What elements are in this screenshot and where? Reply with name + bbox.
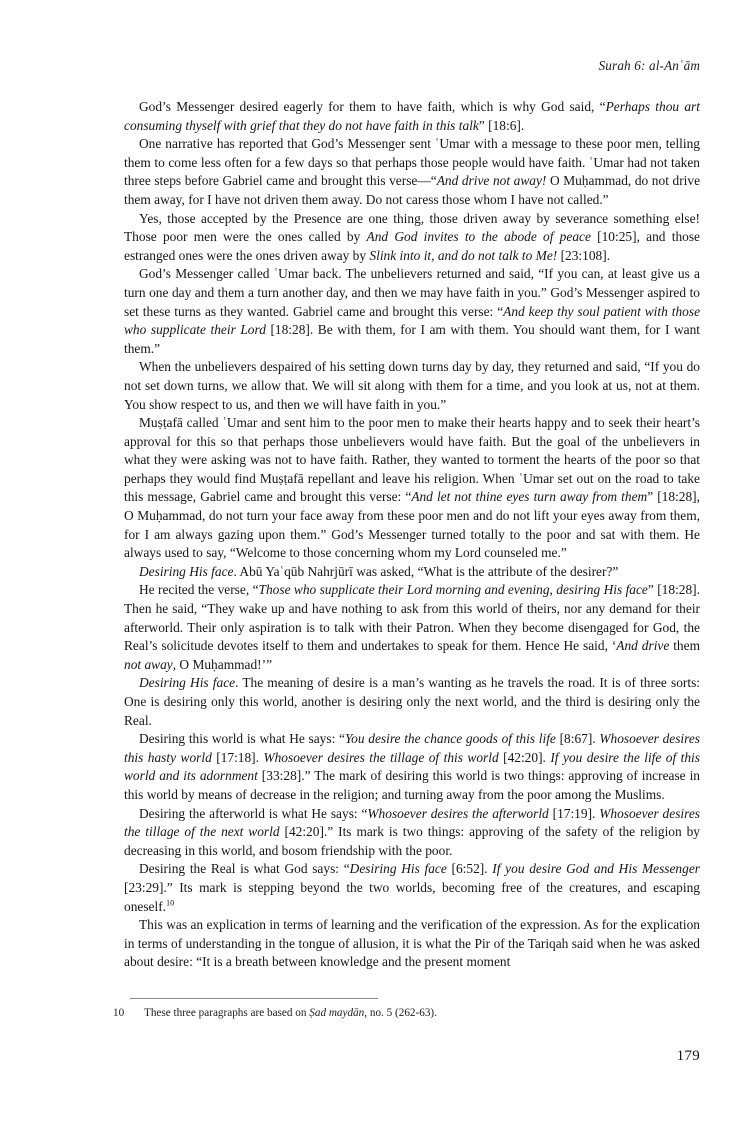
page-number: 179 (676, 1048, 700, 1064)
body-paragraph: This was an explication in terms of learning and the verification of the expression. As for the explication in terms of understanding in the tongue of allusion, it is what the Pir of the Tariqah said when he was asked about desire: “It is a breath between knowledge and the present moment (124, 917, 700, 970)
body-text-block (124, 98, 700, 972)
body-paragraph: He recited the verse, “Those who supplicate their Lord morning and evening, desiring His face” [18:28]. Then he said, “They wake up and have nothing to ask from this world of theirs, nor any demand for their afterworld. Their only aspiration is to talk with their Patron. When they become disengaged for God, the Real’s solicitude devotes itself to them and undertakes to speak for them. Hence He said, ‘And drive them not away, O Muḥammad!’” (124, 582, 700, 672)
running-head: Surah 6: al-Anʿām (598, 58, 700, 73)
body-paragraph: Yes, those accepted by the Presence are one thing, those driven away by severance something else! Those poor men were the ones called by And God invites to the abode of peace [10:25], and those estranged ones were the ones driven away by Slink into it, and do not talk to Me! [23:108]. (124, 210, 700, 263)
body-paragraph: God’s Messenger called ʿUmar back. The unbelievers returned and said, “If you can, at least give us a turn one day and them a turn another day, and then we may have faith in you.” God’s Messenger aspired to set these turns as they wanted. Gabriel came and brought this verse: “And keep thy soul patient with those who supplicate their Lord [18:28]. Be with them, for I am with them. You should want them, for I want them.” (124, 266, 701, 356)
footnote-entry (113, 1006, 703, 1021)
body-paragraph: God’s Messenger desired eagerly for them to have faith, which is why God said, “Perhaps thou art consuming thyself with grief that they do not have faith in this talk” [18:6]. (124, 99, 700, 133)
footnote-number: 10 (113, 1007, 125, 1019)
body-paragraph: Desiring His face. The meaning of desire is a man’s wanting as he travels the road. It is of three sorts: One is desiring only this world, another is desiring only the next world, and the third is desiring only the Real. (124, 675, 700, 728)
body-paragraph: When the unbelievers despaired of his setting down turns day by day, they returned and said, “If you do not set down turns, we allow that. We will sit along with them for a time, and you look at us, not at them. You show respect to us, and then we will have faith in you.” (124, 359, 700, 412)
body-paragraph: Desiring this world is what He says: “You desire the chance goods of this life [8:67]. Whosoever desires this hasty world [17:18]. Whosoever desires the tillage of this world [42:20]. If you desire the life of this world and its adornment [33:28].” The mark of desiring this world is two things: approving of increase in this world by means of decrease in the religion; and turning away from the poor among the Muslims. (124, 731, 701, 802)
footnote-text: These three paragraphs are based on Ṣad maydān, no. 5 (262-63). (144, 1007, 437, 1019)
body-paragraph: Desiring His face. Abū Yaʿqūb Nahrjūrī was asked, “What is the attribute of the desirer?” (139, 563, 619, 579)
footnote-area (113, 998, 703, 1021)
body-paragraph: Desiring the afterworld is what He says: “Whosoever desires the afterworld [17:19]. Whosoever desires the tillage of the next world [42:20].” Its mark is two things: approving of the safety of the religion by decreasing in this world, and bosom friendship with the poor. (124, 805, 700, 858)
body-paragraph: One narrative has reported that God’s Messenger sent ʿUmar with a message to these poor men, telling them to come less often for a few days so that perhaps those people would have faith. ʿUmar had not taken three steps before Gabriel came and brought this verse—“And drive not away! O Muḥammad, do not drive them away, for I have not driven them away. Do not caress those whom I have not called.” (124, 136, 701, 207)
body-paragraph: Desiring the Real is what God says: “Desiring His face [6:52]. If you desire God and His Messenger [23:29].” Its mark is stepping beyond the two worlds, becoming free of the creatures, and escaping oneself.$^{10}$ (124, 861, 700, 914)
body-paragraph: Muṣṭafā called ʿUmar and sent him to the poor men to make their hearts happy and to seek their heart’s approval for this so that perhaps those unbelievers would have faith. But the goal of the unbelievers in what they were asking was not to have faith. Rather, they wanted to torment the hearts of the poor so that perhaps they would find Muṣṭafā repellant and leave his religion. When ʿUmar set out on the road to take this message, Gabriel came and brought this verse: “And let not thine eyes turn away from them” [18:28], O Muḥammad, do not turn your face away from these poor men and do not lift your eyes away from them, for I am always gazing upon them.” God’s Messenger turned totally to the poor and sat with them. He always used to say, “Welcome to those concerning whom my Lord counseled me.” (124, 415, 700, 561)
footnote-separator-rule (130, 998, 378, 999)
